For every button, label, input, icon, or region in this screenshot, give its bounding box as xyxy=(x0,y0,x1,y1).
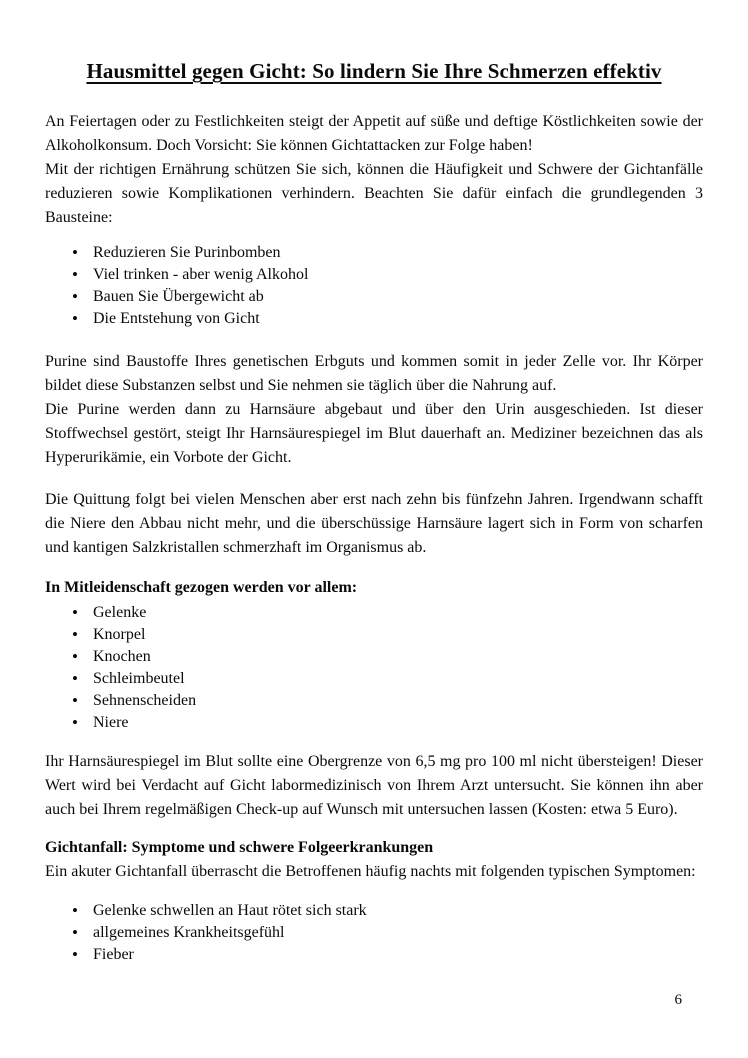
paragraph xyxy=(45,110,703,230)
paragraph xyxy=(45,860,703,884)
page-number: 6 xyxy=(674,992,682,1008)
list-item: • Niere xyxy=(45,712,703,734)
list-item: • Knorpel xyxy=(45,624,703,646)
list-item: • Fieber xyxy=(45,944,703,966)
list-item: • Die Entstehung von Gicht xyxy=(45,308,703,330)
list-item: • Reduzieren Sie Purinbomben xyxy=(45,242,703,264)
document-content xyxy=(45,110,703,966)
section-heading: Gichtanfall: Symptome und schwere Folgeerkrankungen xyxy=(45,839,434,856)
paragraph-text: Die Purine werden dann zu Harnsäure abgebaut und über den Urin ausgeschieden. Ist dieser Stoffwechsel gestört, steigt Ihr Harnsäurespiegel im Blut dauerhaft an. Mediziner bezeichnen das als Hyperurikämie, ein Vorbote der Gicht. xyxy=(45,401,703,466)
paragraph xyxy=(45,488,703,560)
bullet-list xyxy=(45,900,703,966)
paragraph-text: Ihr Harnsäurespiegel im Blut sollte eine Obergrenze von 6,5 mg pro 100 ml nicht übersteigen! Dieser Wert wird bei Verdacht auf Gicht labormedizinisch von Ihrem Arzt untersucht. Sie können ihn aber auch bei Ihrem regelmäßigen Check-up auf Wunsch mit untersuchen lassen (Kosten: etwa 5 Euro). xyxy=(45,753,703,818)
list-item: • Bauen Sie Übergewicht ab xyxy=(45,286,703,308)
paragraph xyxy=(45,750,703,822)
list-item: • Knochen xyxy=(45,646,703,668)
list-item: • Viel trinken - aber wenig Alkohol xyxy=(45,264,703,286)
document-title: Hausmittel gegen Gicht: So lindern Sie Ihre Schmerzen effektiv xyxy=(86,59,662,83)
list-item: • Gelenke schwellen an Haut rötet sich stark xyxy=(45,900,703,922)
list-item: • Gelenke xyxy=(45,602,703,624)
paragraph xyxy=(45,350,703,470)
paragraph-text: Die Quittung folgt bei vielen Menschen aber erst nach zehn bis fünfzehn Jahren. Irgendwann schafft die Niere den Abbau nicht mehr, und die überschüssige Harnsäure lagert sich in Form von scharfen und kantigen Salzkristallen schmerzhaft im Organismus ab. xyxy=(45,491,703,556)
paragraph-text: An Feiertagen oder zu Festlichkeiten steigt der Appetit auf süße und deftige Köstlichkeiten sowie der Alkoholkonsum. Doch Vorsicht: Sie können Gichtattacken zur Folge haben! xyxy=(45,113,703,154)
list-item: • Schleimbeutel xyxy=(45,668,703,690)
bullet-list xyxy=(45,242,703,330)
bullet-list xyxy=(45,602,703,734)
list-item: • Sehnenscheiden xyxy=(45,690,703,712)
list-item: • allgemeines Krankheitsgefühl xyxy=(45,922,703,944)
paragraph-text: Mit der richtigen Ernährung schützen Sie sich, können die Häufigkeit und Schwere der Gichtanfälle reduzieren sowie Komplikationen verhindern. Beachten Sie dafür einfach die grundlegenden 3 Bausteine: xyxy=(45,161,703,226)
section-heading: In Mitleidenschaft gezogen werden vor allem: xyxy=(45,579,358,596)
paragraph-text: Purine sind Baustoffe Ihres genetischen Erbguts und kommen somit in jeder Zelle vor. Ihr Körper bildet diese Substanzen selbst und Sie nehmen sie täglich über die Nahrung auf. xyxy=(45,353,703,394)
paragraph-text: Ein akuter Gichtanfall überrascht die Betroffenen häufig nachts mit folgenden typischen Symptomen: xyxy=(45,863,696,880)
